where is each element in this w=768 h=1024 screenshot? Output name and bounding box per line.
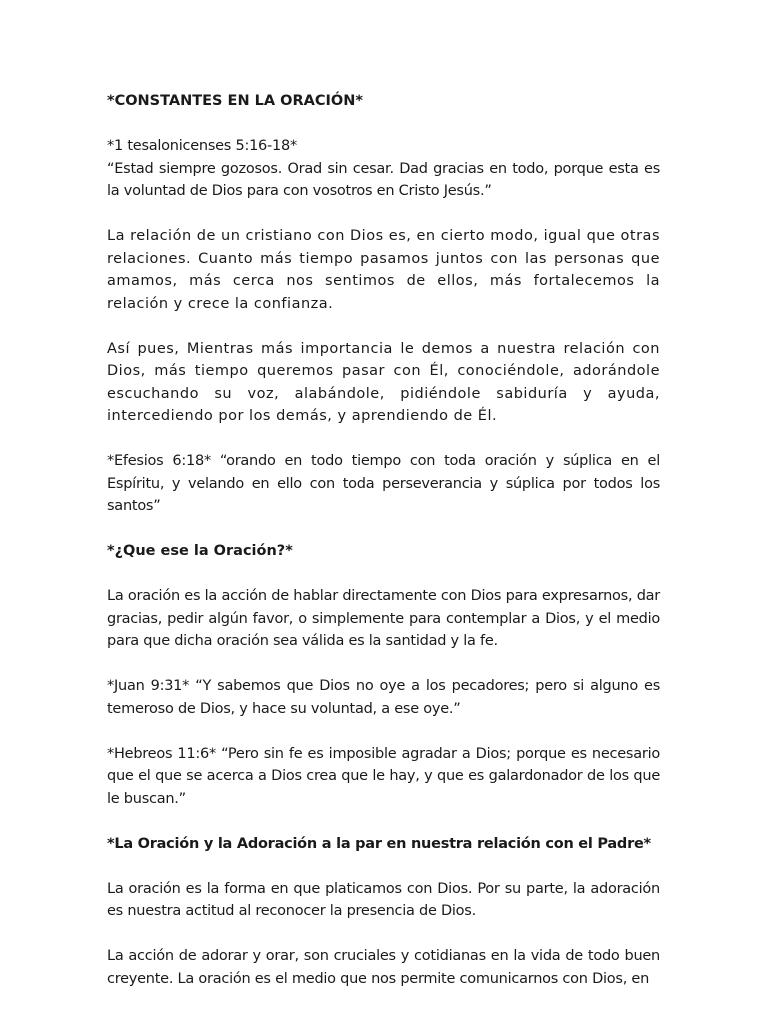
paragraph-relationship: La relación de un cristiano con Dios es, en cierto modo, igual que otras relaciones. Cuanto más tiempo pasamos juntos con las personas que amamos, más cerca nos sentimos de ellos, más fortalecemos la relación y crece la confianza.: [107, 228, 660, 312]
paragraph-hebrews: *Hebreos 11:6* “Pero sin fe es imposible agradar a Dios; porque es necesario que el que se acerca a Dios crea que le hay, y que es galardonador de los que le buscan.”: [107, 745, 660, 807]
paragraph-john: *Juan 9:31* “Y sabemos que Dios no oye a los pecadores; pero si alguno es temeroso de Dios, y hace su voluntad, a ese oye.”: [107, 678, 660, 717]
paragraph-ephesians: *Efesios 6:18* “orando en todo tiempo con toda oración y súplica en el Espíritu, y velando en ello con toda perseverancia y súplica por todos los santos”: [107, 453, 660, 514]
paragraph-importance: Así pues, Mientras más importancia le demos a nuestra relación con Dios, más tiempo queremos pasar con Él, conociéndole, adorándole escuchando su voz, alabándole, pidiéndole sabiduría y ayuda, intercediendo por los demás, y aprendiendo de Él.: [107, 340, 660, 424]
section-heading-prayer-worship: *La Oración y la Adoración a la par en nuestra relación con el Padre*: [107, 835, 651, 852]
document-title: *CONSTANTES EN LA ORACIÓN*: [107, 93, 363, 109]
verse-reference: *1 tesalonicenses 5:16-18*: [107, 138, 297, 154]
verse-text: “Estad siempre gozosos. Orad sin cesar. Dad gracias en todo, porque esta es la voluntad de Dios para con vosotros en Cristo Jesús.”: [107, 160, 660, 199]
verse-block-1: [107, 135, 660, 203]
paragraph-prayer-definition: La oración es la acción de hablar directamente con Dios para expresarnos, dar gracias, pedir algún favor, o simplemente para contemplar a Dios, y el medio para que dicha oración sea válida es la santidad y la fe.: [107, 588, 660, 649]
paragraph-worship-action: La acción de adorar y orar, son cruciales y cotidianas en la vida de todo buen creyente. La oración es el medio que nos permite comunicarnos con Dios, en: [107, 948, 660, 987]
paragraph-prayer-worship: La oración es la forma en que platicamos con Dios. Por su parte, la adoración es nuestra actitud al reconocer la presencia de Dios.: [107, 880, 660, 919]
document-page: [107, 90, 660, 1013]
section-heading-what-is-prayer: *¿Que ese la Oración?*: [107, 543, 293, 559]
